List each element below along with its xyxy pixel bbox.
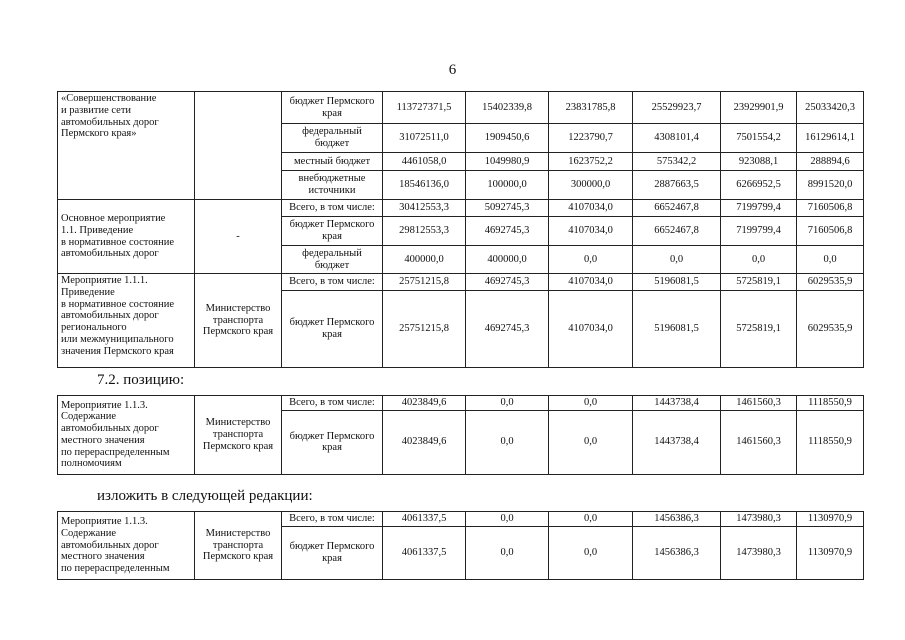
value-cell: 6029535,9 <box>797 291 864 368</box>
activity-name-cell: Мероприятие 1.1.1. Приведение в нормативное состояние автомобильных дорог регионального или межмуниципального значения Пермского края <box>58 274 195 368</box>
value-cell: 5092745,3 <box>466 200 549 217</box>
value-cell: 8991520,0 <box>797 171 864 200</box>
value-cell: 4107034,0 <box>549 200 633 217</box>
value-cell: 2887663,5 <box>633 171 721 200</box>
value-cell: 4023849,6 <box>383 410 466 474</box>
source-cell: бюджет Пермского края <box>282 92 383 124</box>
value-cell: 0,0 <box>633 246 721 274</box>
value-cell: 4061337,5 <box>383 527 466 580</box>
executor-cell <box>195 92 282 200</box>
value-cell: 0,0 <box>797 246 864 274</box>
activity-name-cell: Мероприятие 1.1.3. Содержание автомобильных дорог местного значения по перераспределенным <box>58 512 195 580</box>
value-cell: 15402339,8 <box>466 92 549 124</box>
budget-table-old <box>57 395 864 475</box>
budget-table-main <box>57 91 864 368</box>
source-cell: Всего, в том числе: <box>282 396 383 411</box>
value-cell: 5725819,1 <box>721 291 797 368</box>
value-cell: 1443738,4 <box>633 410 721 474</box>
value-cell: 100000,0 <box>466 171 549 200</box>
source-cell: внебюджетные источники <box>282 171 383 200</box>
value-cell: 0,0 <box>466 396 549 411</box>
table-row <box>58 396 864 411</box>
value-cell: 1443738,4 <box>633 396 721 411</box>
table-row <box>58 92 864 124</box>
value-cell: 6266952,5 <box>721 171 797 200</box>
value-cell: 4692745,3 <box>466 274 549 291</box>
value-cell: 4461058,0 <box>383 153 466 171</box>
value-cell: 923088,1 <box>721 153 797 171</box>
table-row <box>58 512 864 527</box>
value-cell: 23929901,9 <box>721 92 797 124</box>
value-cell: 400000,0 <box>466 246 549 274</box>
executor-cell: - <box>195 200 282 274</box>
value-cell: 23831785,8 <box>549 92 633 124</box>
value-cell: 288894,6 <box>797 153 864 171</box>
value-cell: 25751215,8 <box>383 291 466 368</box>
value-cell: 25529923,7 <box>633 92 721 124</box>
value-cell: 4107034,0 <box>549 274 633 291</box>
executor-cell: Министерство транспорта Пермского края <box>195 274 282 368</box>
activity-name-cell: Мероприятие 1.1.3. Содержание автомобильных дорог местного значения по перераспределенным полномочиям <box>58 396 195 475</box>
value-cell: 400000,0 <box>383 246 466 274</box>
value-cell: 25751215,8 <box>383 274 466 291</box>
value-cell: 1118550,9 <box>797 396 864 411</box>
source-cell: бюджет Пермского края <box>282 291 383 368</box>
value-cell: 1456386,3 <box>633 527 721 580</box>
source-cell: бюджет Пермского края <box>282 217 383 246</box>
source-cell: Всего, в том числе: <box>282 512 383 527</box>
value-cell: 0,0 <box>466 410 549 474</box>
value-cell: 0,0 <box>721 246 797 274</box>
value-cell: 4692745,3 <box>466 217 549 246</box>
table-row <box>58 274 864 291</box>
source-cell: местный бюджет <box>282 153 383 171</box>
budget-table-new <box>57 511 864 580</box>
value-cell: 1456386,3 <box>633 512 721 527</box>
value-cell: 4308101,4 <box>633 124 721 153</box>
value-cell: 31072511,0 <box>383 124 466 153</box>
value-cell: 4061337,5 <box>383 512 466 527</box>
value-cell: 4023849,6 <box>383 396 466 411</box>
value-cell: 113727371,5 <box>383 92 466 124</box>
value-cell: 1130970,9 <box>797 512 864 527</box>
value-cell: 1473980,3 <box>721 527 797 580</box>
value-cell: 1223790,7 <box>549 124 633 153</box>
source-cell: Всего, в том числе: <box>282 200 383 217</box>
value-cell: 1473980,3 <box>721 512 797 527</box>
program-name-cell: «Совершенствование и развитие сети автомобильных дорог Пермского края» <box>58 92 195 200</box>
page-number: 6 <box>448 62 457 78</box>
value-cell: 6652467,8 <box>633 217 721 246</box>
value-cell: 25033420,3 <box>797 92 864 124</box>
source-cell: федеральный бюджет <box>282 124 383 153</box>
value-cell: 0,0 <box>549 410 633 474</box>
value-cell: 0,0 <box>549 527 633 580</box>
value-cell: 6652467,8 <box>633 200 721 217</box>
value-cell: 7501554,2 <box>721 124 797 153</box>
value-cell: 0,0 <box>549 512 633 527</box>
value-cell: 300000,0 <box>549 171 633 200</box>
value-cell: 1623752,2 <box>549 153 633 171</box>
table-row <box>58 200 864 217</box>
source-cell: бюджет Пермского края <box>282 527 383 580</box>
value-cell: 1118550,9 <box>797 410 864 474</box>
position-caption: 7.2. позицию: <box>97 372 185 388</box>
source-cell: бюджет Пермского края <box>282 410 383 474</box>
value-cell: 1049980,9 <box>466 153 549 171</box>
value-cell: 29812553,3 <box>383 217 466 246</box>
value-cell: 30412553,3 <box>383 200 466 217</box>
value-cell: 16129614,1 <box>797 124 864 153</box>
value-cell: 7199799,4 <box>721 217 797 246</box>
value-cell: 1130970,9 <box>797 527 864 580</box>
value-cell: 575342,2 <box>633 153 721 171</box>
executor-cell: Министерство транспорта Пермского края <box>195 512 282 580</box>
value-cell: 6029535,9 <box>797 274 864 291</box>
value-cell: 0,0 <box>549 396 633 411</box>
value-cell: 7160506,8 <box>797 200 864 217</box>
executor-cell: Министерство транспорта Пермского края <box>195 396 282 475</box>
value-cell: 0,0 <box>466 512 549 527</box>
source-cell: Всего, в том числе: <box>282 274 383 291</box>
value-cell: 1461560,3 <box>721 410 797 474</box>
value-cell: 0,0 <box>549 246 633 274</box>
value-cell: 1461560,3 <box>721 396 797 411</box>
value-cell: 5196081,5 <box>633 291 721 368</box>
value-cell: 4107034,0 <box>549 217 633 246</box>
value-cell: 0,0 <box>466 527 549 580</box>
value-cell: 5725819,1 <box>721 274 797 291</box>
value-cell: 5196081,5 <box>633 274 721 291</box>
value-cell: 7199799,4 <box>721 200 797 217</box>
value-cell: 4692745,3 <box>466 291 549 368</box>
main-activity-name-cell: Основное мероприятие 1.1. Приведение в нормативное состояние автомобильных дорог <box>58 200 195 274</box>
source-cell: федеральный бюджет <box>282 246 383 274</box>
value-cell: 7160506,8 <box>797 217 864 246</box>
edition-caption: изложить в следующей редакции: <box>97 488 313 504</box>
value-cell: 4107034,0 <box>549 291 633 368</box>
value-cell: 18546136,0 <box>383 171 466 200</box>
value-cell: 1909450,6 <box>466 124 549 153</box>
